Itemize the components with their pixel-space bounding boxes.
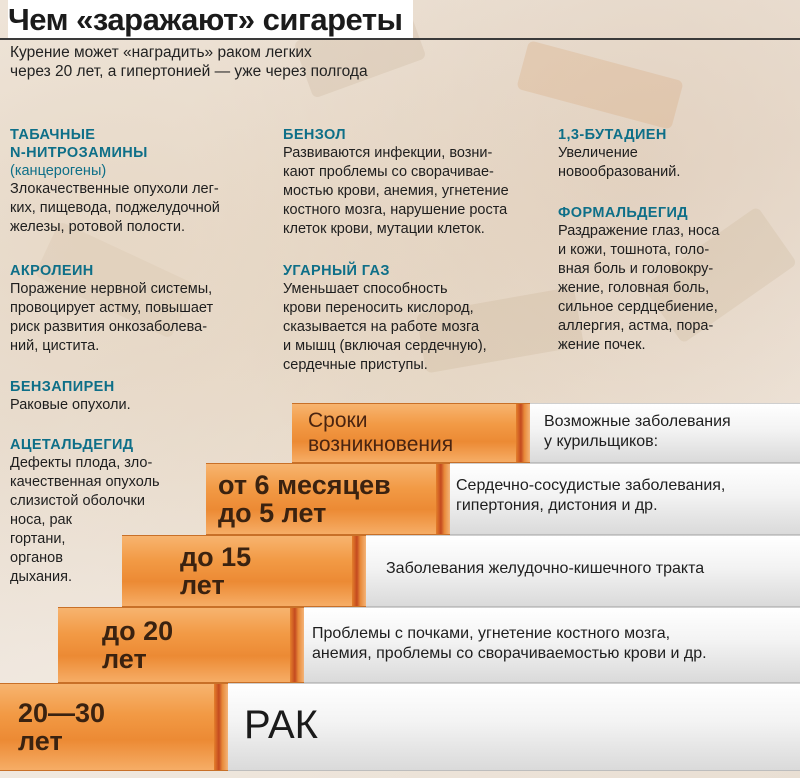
disease-line: Проблемы с почками, угнетение костного мозга, bbox=[312, 625, 671, 642]
description-line: ний, цистита. bbox=[10, 338, 100, 354]
term-line: 20—30 bbox=[18, 698, 106, 728]
substance-name: АЦЕТАЛЬДЕГИД bbox=[10, 437, 134, 453]
term-line: возникновения bbox=[308, 433, 454, 456]
term-line: лет bbox=[180, 570, 225, 600]
description-line: провоцирует астму, повышает bbox=[10, 300, 214, 316]
substance-nitrosamines bbox=[10, 126, 220, 237]
substance-description bbox=[10, 396, 131, 415]
substance-acrolein bbox=[10, 262, 213, 356]
description-line: и кожи, тошнота, голо- bbox=[558, 242, 710, 258]
description-line: Уменьшает способность bbox=[283, 281, 448, 297]
substance-benzene bbox=[283, 126, 509, 239]
subtitle-line: через 20 лет, а гипертонией — уже через полгода bbox=[10, 63, 368, 80]
description-line: новообразований. bbox=[558, 164, 681, 180]
term-label bbox=[218, 471, 391, 527]
disease-line: Заболевания желудочно-кишечного тракта bbox=[386, 560, 705, 577]
disease-label bbox=[386, 559, 704, 579]
description-line: органов bbox=[10, 550, 63, 566]
substance-description bbox=[283, 280, 487, 375]
substance-note: (канцерогены) bbox=[10, 163, 107, 179]
description-line: сердечные приступы. bbox=[283, 357, 428, 373]
substance-name: АКРОЛЕИН bbox=[10, 263, 94, 279]
substance-name: N-НИТРОЗАМИНЫ bbox=[10, 145, 148, 161]
substance-description bbox=[10, 280, 213, 356]
term-line: Сроки bbox=[308, 409, 368, 432]
description-line: риск развития онкозаболева- bbox=[10, 319, 208, 335]
description-line: носа, рак bbox=[10, 512, 72, 528]
term-label bbox=[102, 617, 173, 673]
disease-line: Возможные заболевания bbox=[544, 413, 731, 430]
disease-line: Сердечно-сосудистые заболевания, bbox=[456, 477, 726, 494]
term-line: до 15 bbox=[180, 542, 252, 572]
description-line: костного мозга, нарушение роста bbox=[283, 202, 508, 218]
description-line: крови переносить кислород, bbox=[283, 300, 474, 316]
timeline-row-20-years bbox=[58, 607, 800, 683]
page-title: Чем «заражают» сигареты bbox=[8, 0, 413, 38]
disease-line: РАК bbox=[244, 703, 318, 747]
term-label bbox=[18, 699, 105, 755]
description-line: жение почек. bbox=[558, 337, 646, 353]
cigarette-filter bbox=[58, 607, 304, 683]
description-line: Увеличение bbox=[558, 145, 638, 161]
description-line: Раковые опухоли. bbox=[10, 397, 131, 413]
description-line: качественная опухоль bbox=[10, 474, 160, 490]
term-line: лет bbox=[18, 726, 63, 756]
term-line: до 5 лет bbox=[218, 498, 327, 528]
term-line: от 6 месяцев bbox=[218, 470, 391, 500]
disease-label bbox=[456, 476, 725, 516]
disease-line: анемия, проблемы со сворачиваемостью крови и др. bbox=[312, 645, 707, 662]
disease-line: гипертония, дистония и др. bbox=[456, 497, 658, 514]
disease-line: у курильщиков: bbox=[544, 433, 659, 450]
substance-benzapyrene bbox=[10, 378, 131, 415]
subtitle bbox=[10, 43, 430, 81]
description-line: сказывается на работе мозга bbox=[283, 319, 480, 335]
disease-label bbox=[544, 412, 731, 452]
substance-formaldehyde bbox=[558, 204, 719, 355]
substance-butadiene bbox=[558, 126, 680, 182]
description-line: слизистой оболочки bbox=[10, 493, 145, 509]
substance-description bbox=[558, 144, 680, 182]
description-line: ких, пищевода, поджелудочной bbox=[10, 200, 220, 216]
title-divider bbox=[0, 38, 800, 40]
description-line: мостью крови, анемия, угнетение bbox=[283, 183, 509, 199]
description-line: кают проблемы со сворачивае- bbox=[283, 164, 494, 180]
term-line: до 20 bbox=[102, 616, 174, 646]
term-label bbox=[180, 543, 251, 599]
substance-name: УГАРНЫЙ ГАЗ bbox=[283, 263, 390, 279]
substance-name: ФОРМАЛЬДЕГИД bbox=[558, 205, 689, 221]
disease-label bbox=[312, 624, 707, 664]
background-texture bbox=[516, 40, 683, 130]
description-line: Поражение нервной системы, bbox=[10, 281, 213, 297]
description-line: дыхания. bbox=[10, 569, 73, 585]
term-line: лет bbox=[102, 644, 147, 674]
description-line: Дефекты плода, зло- bbox=[10, 455, 153, 471]
substance-name: 1,3-БУТАДИЕН bbox=[558, 127, 667, 143]
substance-name: ТАБАЧНЫЕ bbox=[10, 127, 96, 143]
disease-label bbox=[244, 703, 318, 747]
term-label bbox=[308, 409, 453, 457]
timeline-row-6-months bbox=[206, 463, 800, 535]
description-line: сильное сердцебиение, bbox=[558, 299, 718, 315]
substance-description bbox=[10, 180, 220, 237]
description-line: аллергия, астма, пора- bbox=[558, 318, 714, 334]
description-line: гортани, bbox=[10, 531, 66, 547]
description-line: Злокачественные опухоли лег- bbox=[10, 181, 219, 197]
substance-description bbox=[283, 144, 509, 239]
timeline-row-20-30-years bbox=[0, 683, 800, 771]
substance-name: БЕНЗОЛ bbox=[283, 127, 346, 143]
subtitle-line: Курение может «наградить» раком легких bbox=[10, 44, 312, 61]
substance-description bbox=[558, 222, 719, 355]
description-line: жение, головная боль, bbox=[558, 280, 710, 296]
substance-carbon-monoxide bbox=[283, 262, 487, 375]
description-line: Раздражение глаз, носа bbox=[558, 223, 720, 239]
description-line: Развиваются инфекции, возни- bbox=[283, 145, 493, 161]
timeline-row-header bbox=[292, 403, 800, 463]
description-line: железы, ротовой полости. bbox=[10, 219, 186, 235]
timeline-row-15-years bbox=[122, 535, 800, 607]
description-line: клеток крови, мутации клеток. bbox=[283, 221, 485, 237]
substance-name: БЕНЗАПИРЕН bbox=[10, 379, 115, 395]
description-line: и мышц (включая сердечную), bbox=[283, 338, 487, 354]
description-line: вная боль и головокру- bbox=[558, 261, 714, 277]
